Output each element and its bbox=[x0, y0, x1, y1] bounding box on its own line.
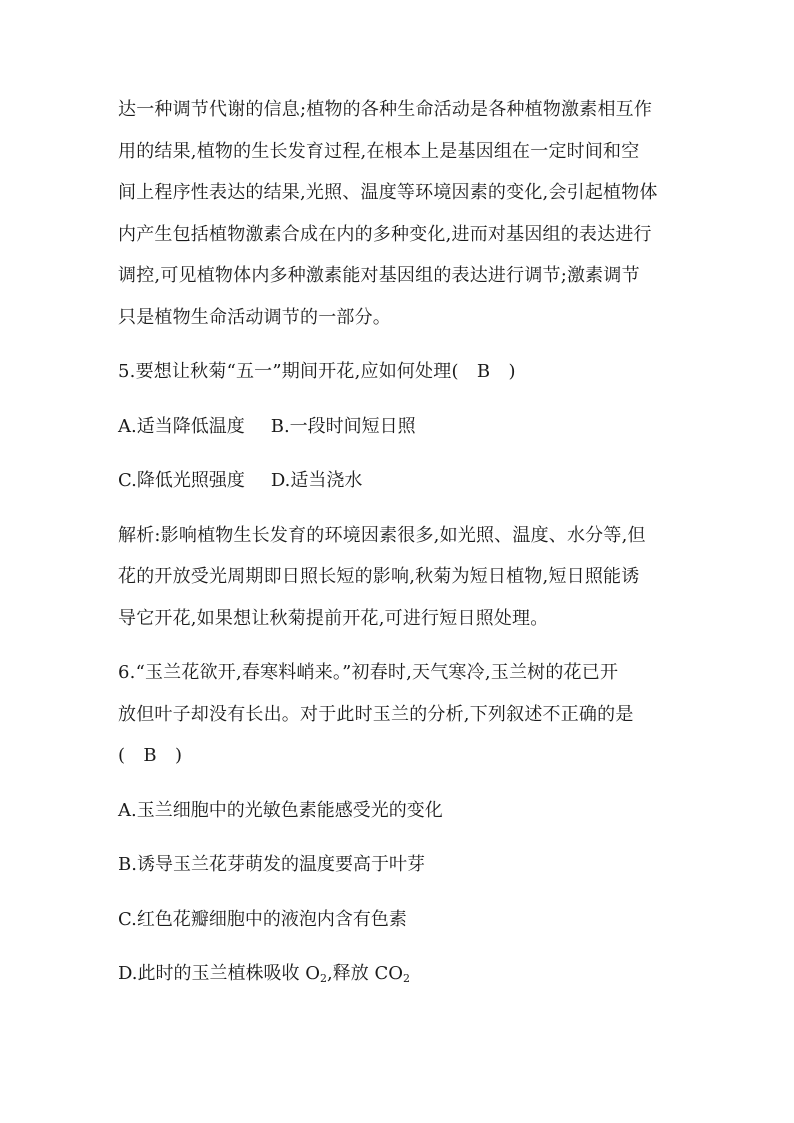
option-d-mid: ,释放 CO bbox=[327, 963, 403, 984]
q6-option-a: A.玉兰细胞中的光敏色素能感受光的变化 bbox=[118, 799, 443, 821]
option-c: C.降低光照强度 bbox=[118, 470, 245, 491]
option-d-prefix: D.此时的玉兰植株吸收 O bbox=[118, 963, 320, 984]
question-6 bbox=[118, 659, 688, 770]
q6-option-b: B.诱导玉兰花芽萌发的温度要高于叶芽 bbox=[118, 854, 425, 875]
option-b: B.一段时间短日照 bbox=[270, 415, 416, 437]
question-stem-line: 放但叶子却没有长出。对于此时玉兰的分析,下列叙述不正确的是 bbox=[118, 703, 634, 725]
question-5 bbox=[118, 358, 688, 386]
text-line: 导它开花,如果想让秋菊提前开花,可进行短日照处理。 bbox=[118, 607, 549, 629]
q4-explanation bbox=[118, 96, 688, 331]
question-stem: 5.要想让秋菊“五一”期间开花,应如何处理( B ) bbox=[118, 361, 516, 382]
question-stem-line: 6.“玉兰花欲开,春寒料峭来。”初春时,天气寒冷,玉兰树的花已开 bbox=[118, 662, 619, 683]
q5-options-row-1 bbox=[118, 413, 688, 441]
subscript: 2 bbox=[320, 972, 327, 985]
option-d: D.适当浇水 bbox=[270, 470, 363, 491]
question-stem-line: ( B ) bbox=[118, 745, 183, 766]
q5-explanation bbox=[118, 522, 688, 633]
document-page bbox=[118, 96, 688, 1015]
text-line: 内产生包括植物激素合成在内的多种变化,进而对基因组的表达进行 bbox=[118, 223, 652, 245]
subscript: 2 bbox=[402, 972, 410, 985]
q6-option-c: C.红色花瓣细胞中的液泡内含有色素 bbox=[118, 908, 407, 930]
option-a: A.适当降低温度 bbox=[118, 415, 245, 437]
text-line: 花的开放受光周期即日照长短的影响,秋菊为短日植物,短日照能诱 bbox=[118, 566, 640, 587]
text-line: 调控,可见植物体内多种激素能对基因组的表达进行调节;激素调节 bbox=[118, 265, 640, 286]
text-line: 解析:影响植物生长发育的环境因素很多,如光照、温度、水分等,但 bbox=[118, 524, 646, 546]
text-line: 只是植物生命活动调节的一部分。 bbox=[118, 306, 391, 328]
text-line: 用的结果,植物的生长发育过程,在根本上是基因组在一定时间和空 bbox=[118, 140, 640, 162]
text-line: 达一种调节代谢的信息;植物的各种生命活动是各种植物激素相互作 bbox=[118, 99, 653, 120]
text-line: 间上程序性表达的结果,光照、温度等环境因素的变化,会引起植物体 bbox=[118, 182, 658, 203]
q5-options-row-2 bbox=[118, 467, 688, 495]
q6-option-d bbox=[118, 960, 688, 988]
